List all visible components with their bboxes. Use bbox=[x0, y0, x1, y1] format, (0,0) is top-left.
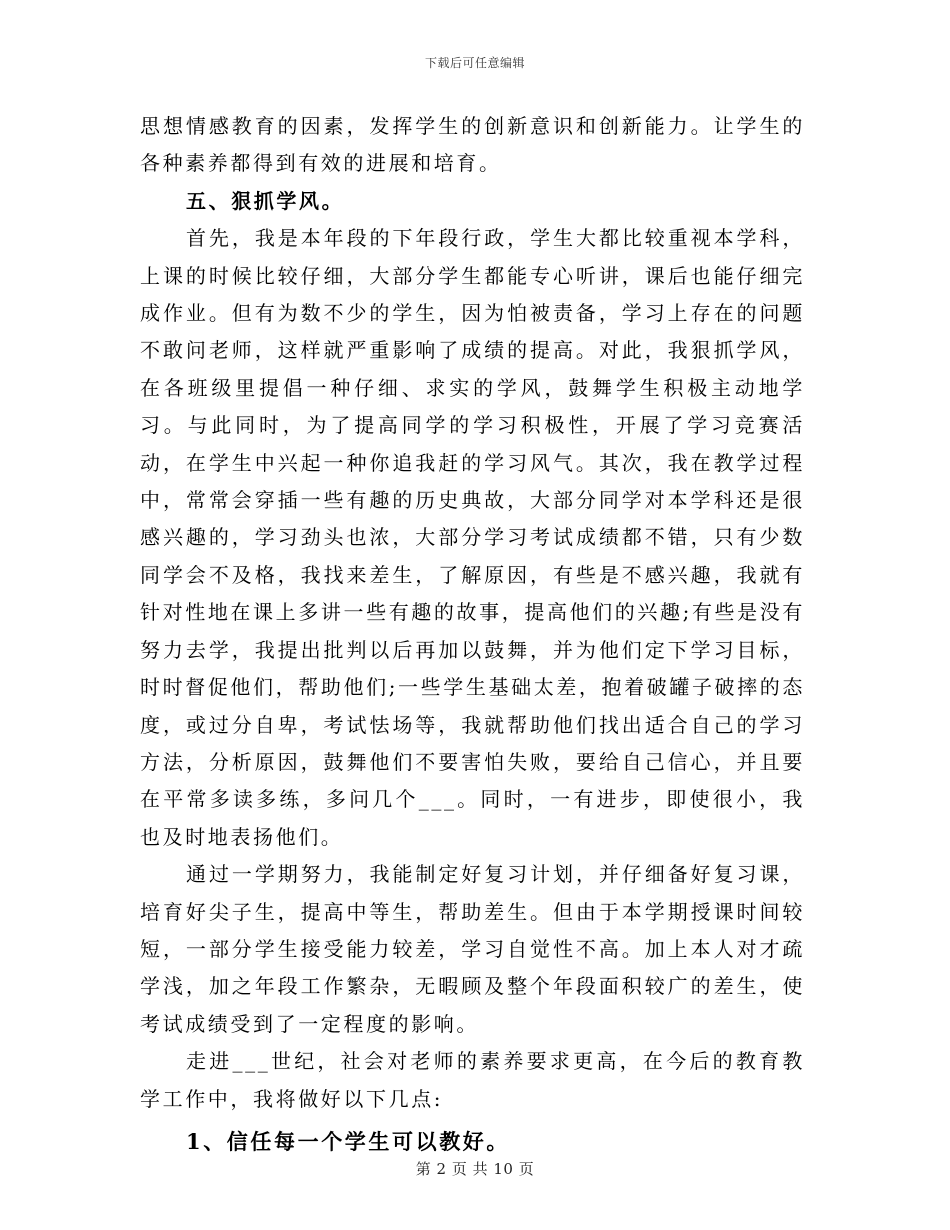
page-footer: 第 2 页 共 10 页 bbox=[415, 1160, 535, 1178]
paragraph-semester-summary: 通过一学期努力，我能制定好复习计划，并仔细备好复习课，培育好尖子生，提高中等生，帮助差生。但由于本学期授课时间较短，一部分学生接受能力较差，学习自觉性不高。加上本人对才疏学浅，加之年段工作繁杂，无暇顾及整个年段面积较广的差生，使考试成绩受到了一定程度的影响。 bbox=[140, 862, 805, 1036]
list-heading-one: 1、信任每一个学生可以教好。 bbox=[186, 1128, 511, 1154]
paragraph-study-style: 首先，我是本年段的下年段行政，学生大都比较重视本学科，上课的时候比较仔细，大部分学生都能专心听讲，课后也能仔细完成作业。但有为数不少的学生，因为怕被责备，学习上存在的问题不敢问老师，这样就严重影响了成绩的提高。对此，我狠抓学风，在各班级里提倡一种仔细、求实的学风，鼓舞学生积极主动地学习。与此同时，为了提高同学的学习积极性，开展了学习竞赛活动，在学生中兴起一种你追我赶的学习风气。其次，我在教学过程中，常常会穿插一些有趣的历史典故，大部分同学对本学科还是很感兴趣的，学习劲头也浓，大部分学习考试成绩都不错，只有少数同学会不及格，我找来差生，了解原因，有些是不感兴趣，我就有针对性地在课上多讲一些有趣的故事，提高他们的兴趣;有些是没有努力去学，我提出批判以后再加以鼓舞，并为他们定下学习目标，时时督促他们，帮助他们;一些学生基础太差，抱着破罐子破摔的态度，或过分自卑，考试怯场等，我就帮助他们找出适合自己的学习方法，分析原因，鼓舞他们不要害怕失败，要给自己信心，并且要在平常多读多练，多问几个___。同时，一有进步，即使很小，我也及时地表扬他们。 bbox=[140, 226, 805, 849]
section-heading-five: 五、狠抓学风。 bbox=[186, 188, 345, 213]
paragraph-future-plan: 走进___世纪，社会对老师的素养要求更高，在今后的教育教学工作中，我将做好以下几点: bbox=[140, 1049, 805, 1111]
document-body bbox=[140, 108, 805, 1162]
page-header: 下载后可任意编辑 bbox=[424, 56, 525, 70]
paragraph-continuation: 思想情感教育的因素，发挥学生的创新意识和创新能力。让学生的各种素养都得到有效的进展和培育。 bbox=[140, 114, 805, 176]
